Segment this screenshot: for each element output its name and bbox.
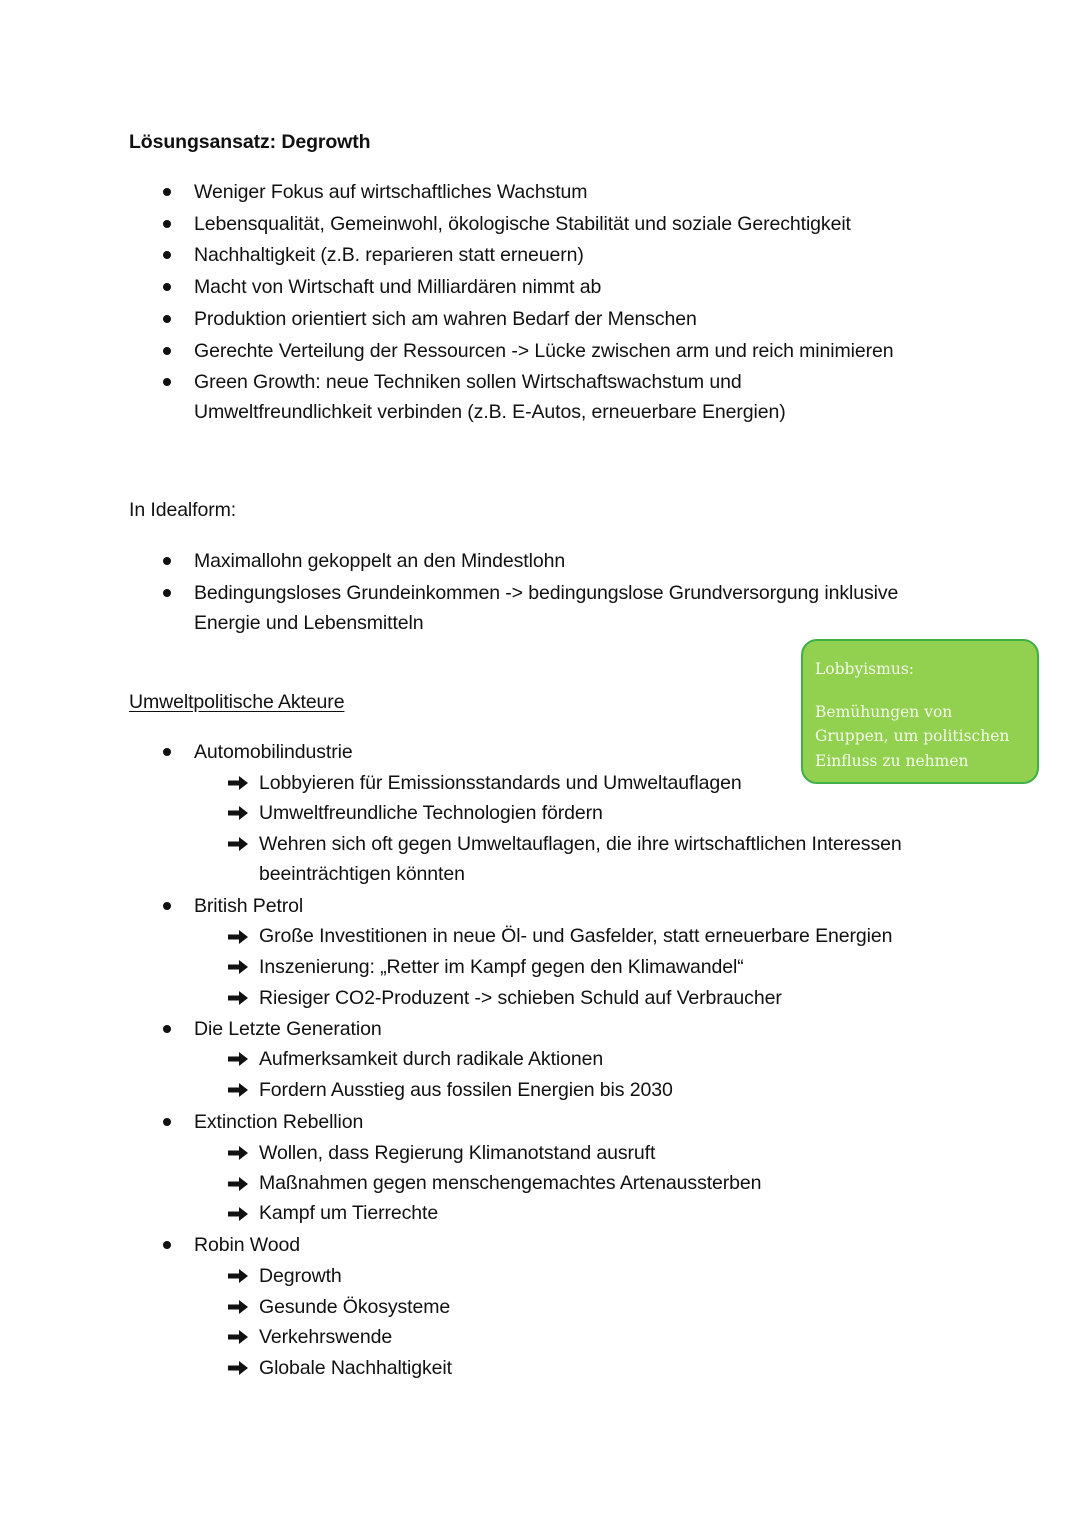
bullet-dot-icon	[163, 251, 171, 259]
right-arrow-icon	[227, 989, 249, 1007]
list-item: Nachhaltigkeit (z.B. reparieren statt erneuern)	[194, 244, 584, 266]
list-item: Maximallohn gekoppelt an den Mindestlohn	[194, 550, 566, 572]
list-item: Lebensqualität, Gemeinwohl, ökologische Stabilität und soziale Gerechtigkeit	[194, 213, 851, 235]
list-item-line1: Green Growth: neue Techniken sollen Wirtschaftswachstum und	[194, 371, 742, 393]
list-item: Macht von Wirtschaft und Milliardären nimmt ab	[194, 276, 602, 298]
actor-point: Umweltfreundliche Technologien fördern	[259, 802, 603, 824]
list-item: Weniger Fokus auf wirtschaftliches Wachstum	[194, 181, 588, 203]
section-heading-akteure: Umweltpolitische Akteure	[129, 691, 345, 713]
actor-point: Verkehrswende	[259, 1326, 393, 1348]
right-arrow-icon	[227, 1205, 249, 1223]
bullet-dot-icon	[163, 1025, 171, 1033]
right-arrow-icon	[227, 1267, 249, 1285]
actor-name: Robin Wood	[194, 1234, 300, 1256]
bullet-dot-icon	[163, 557, 171, 565]
bullet-dot-icon	[163, 315, 171, 323]
actor-point: Maßnahmen gegen menschengemachtes Artenaussterben	[259, 1172, 762, 1194]
list-item-line2: Energie und Lebensmitteln	[194, 612, 424, 634]
bullet-dot-icon	[163, 220, 171, 228]
actor-name: Automobilindustrie	[194, 741, 353, 763]
bullet-dot-icon	[163, 1118, 171, 1126]
list-item-line2: Umweltfreundlichkeit verbinden (z.B. E-Autos, erneuerbare Energien)	[194, 401, 786, 423]
actor-point: Fordern Ausstieg aus fossilen Energien bis 2030	[259, 1079, 673, 1101]
actor-point-line1: Wehren sich oft gegen Umweltauflagen, die ihre wirtschaftlichen Interessen	[259, 833, 902, 855]
actor-point: Kampf um Tierrechte	[259, 1202, 439, 1224]
right-arrow-icon	[227, 1359, 249, 1377]
right-arrow-icon	[227, 928, 249, 946]
actor-name: Die Letzte Generation	[194, 1018, 382, 1040]
lobbyismus-callout	[801, 639, 1039, 784]
actor-point-line2: beeinträchtigen könnten	[259, 863, 465, 885]
right-arrow-icon	[227, 835, 249, 853]
bullet-dot-icon	[163, 283, 171, 291]
bullet-dot-icon	[163, 589, 171, 597]
bullet-dot-icon	[163, 748, 171, 756]
actor-point: Aufmerksamkeit durch radikale Aktionen	[259, 1048, 604, 1070]
callout-body: Bemühungen von Gruppen, um politischen Einfluss zu nehmen	[815, 702, 1010, 770]
right-arrow-icon	[227, 1081, 249, 1099]
list-item: Produktion orientiert sich am wahren Bedarf der Menschen	[194, 308, 697, 330]
bullet-dot-icon	[163, 378, 171, 386]
actor-point: Gesunde Ökosysteme	[259, 1296, 451, 1318]
bullet-dot-icon	[163, 188, 171, 196]
actor-point: Globale Nachhaltigkeit	[259, 1357, 452, 1379]
actor-point: Lobbyieren für Emissionsstandards und Umweltauflagen	[259, 772, 742, 794]
actor-name: British Petrol	[194, 895, 304, 917]
actor-point: Inszenierung: „Retter im Kampf gegen den Klimawandel“	[259, 956, 744, 978]
section-heading-idealform: In Idealform:	[129, 499, 237, 521]
right-arrow-icon	[227, 1050, 249, 1068]
bullet-dot-icon	[163, 902, 171, 910]
right-arrow-icon	[227, 1144, 249, 1162]
actor-point: Wollen, dass Regierung Klimanotstand ausruft	[259, 1142, 656, 1164]
actor-name: Extinction Rebellion	[194, 1111, 364, 1133]
actor-point: Große Investitionen in neue Öl- und Gasfelder, statt erneuerbare Energien	[259, 925, 893, 947]
callout-title: Lobbyismus:	[815, 660, 914, 678]
actor-point: Riesiger CO2-Produzent -> schieben Schuld auf Verbraucher	[259, 987, 782, 1009]
section-heading-degrowth: Lösungsansatz: Degrowth	[129, 131, 371, 153]
right-arrow-icon	[227, 774, 249, 792]
right-arrow-icon	[227, 1298, 249, 1316]
actor-point: Degrowth	[259, 1265, 342, 1287]
right-arrow-icon	[227, 1328, 249, 1346]
bullet-dot-icon	[163, 1241, 171, 1249]
right-arrow-icon	[227, 1175, 249, 1193]
right-arrow-icon	[227, 958, 249, 976]
list-item-line1: Bedingungsloses Grundeinkommen -> bedingungslose Grundversorgung inklusive	[194, 582, 899, 604]
bullet-dot-icon	[163, 347, 171, 355]
list-item: Gerechte Verteilung der Ressourcen -> Lücke zwischen arm und reich minimieren	[194, 340, 894, 362]
right-arrow-icon	[227, 804, 249, 822]
